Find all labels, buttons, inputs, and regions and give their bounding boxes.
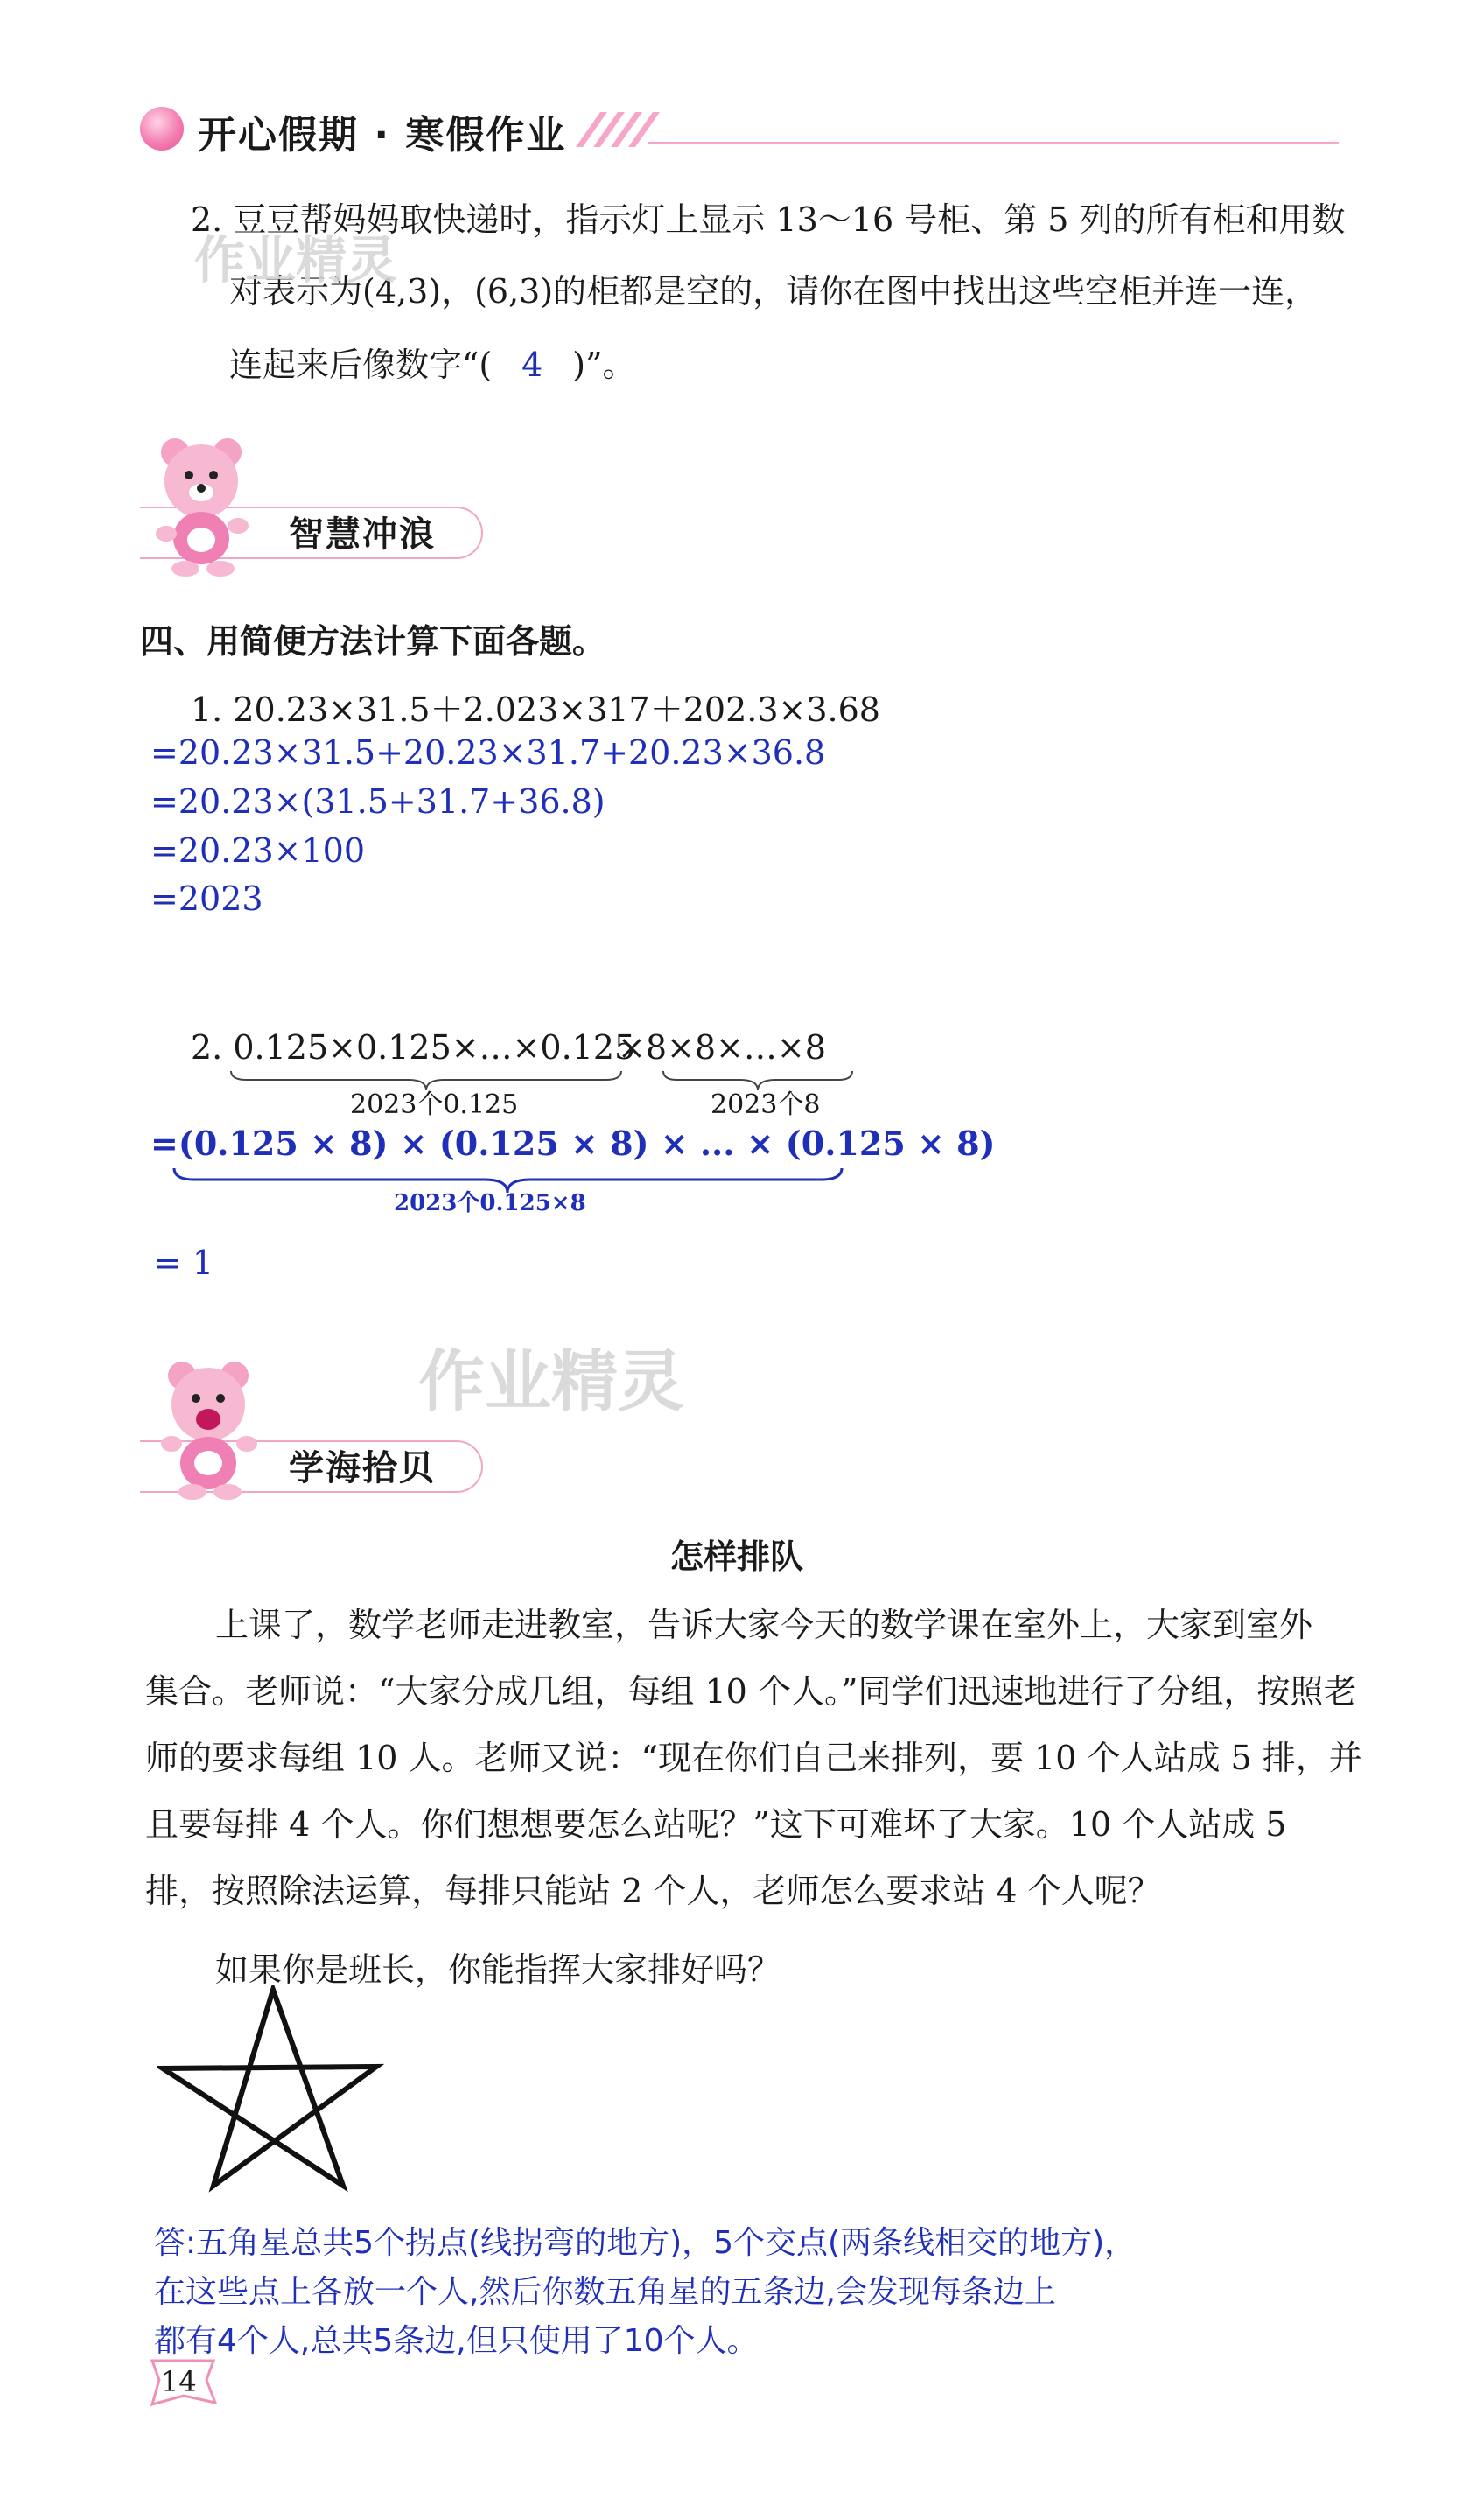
bear-mascot-icon xyxy=(147,1356,278,1505)
p1-problem: 1. 20.23×31.5＋2.023×317＋202.3×3.68 xyxy=(191,690,880,729)
p1-step: =20.23×(31.5+31.7+36.8) xyxy=(150,782,606,821)
q2-line-3 xyxy=(229,348,636,382)
bear-mascot-icon xyxy=(140,433,271,582)
story-question: 如果你是班长，你能指挥大家排好吗？ xyxy=(215,1950,781,1989)
story-line: 集合。老师说：“大家分成几组，每组 10 个人。”同学们迅速地进行了分组，按照老 xyxy=(145,1672,1357,1711)
header-pink-dot xyxy=(140,107,184,150)
section-title: 智慧冲浪 xyxy=(289,514,436,555)
answer-line: 答:五角星总共5个拐点(线拐弯的地方)，5个交点(两条线相交的地方)， xyxy=(154,2225,1137,2261)
five-point-star-drawing xyxy=(158,1984,385,2194)
story-line: 排，按照除法运算，每排只能站 2 个人，老师怎么要求站 4 个人呢？ xyxy=(145,1872,1161,1910)
p1-step: =20.23×31.5+20.23×31.7+20.23×36.8 xyxy=(150,733,826,772)
p2-problem-b: ×8×8×…×8 xyxy=(618,1028,826,1067)
brace-label-c: 2023个0.125×8 xyxy=(394,1190,586,1216)
q2-line-2: 对表示为(4,3)，(6,3)的柜都是空的，请你在图中找出这些空柜并连一连， xyxy=(229,272,1319,311)
answer-line: 在这些点上各放一个人,然后你数五角星的五条边,会发现每条边上 xyxy=(154,2274,1056,2310)
watermark: 作业精灵 xyxy=(194,230,398,290)
story-line: 且要每排 4 个人。你们想想要怎么站呢？”这下可难坏了大家。10 个人站成 5 xyxy=(145,1805,1287,1844)
brace-label-a: 2023个0.125 xyxy=(350,1089,519,1120)
q2-line-3-before: 连起来后像数字“( xyxy=(229,346,493,384)
p1-step: =20.23×100 xyxy=(150,831,365,870)
p1-step: =2023 xyxy=(150,879,263,918)
header-rule xyxy=(648,142,1339,144)
p2-problem-a: 2. 0.125×0.125×…×0.125 xyxy=(191,1028,636,1067)
section-title: 学海拾贝 xyxy=(289,1448,436,1488)
watermark: 作业精灵 xyxy=(418,1342,684,1420)
q2-line-3-after: )”。 xyxy=(572,346,636,384)
answer-line: 都有4个人,总共5条边,但只使用了10个人。 xyxy=(154,2323,759,2359)
p2-step: =(0.125 × 8) × (0.125 × 8) × ... × (0.125 × 8) xyxy=(150,1124,996,1163)
p2-result: = 1 xyxy=(154,1243,214,1282)
header-title: 开心假期 · 寒假作业 xyxy=(198,113,567,158)
story-line: 上课了，数学老师走进教室，告诉大家今天的数学课在室外上，大家到室外 xyxy=(215,1606,1313,1644)
part4-heading: 四、用简便方法计算下面各题。 xyxy=(140,622,606,661)
page-number: 14 xyxy=(161,2365,197,2398)
story-line: 师的要求每组 10 人。老师又说：“现在你们自己来排列，要 10 个人站成 5 排，并 xyxy=(145,1739,1362,1777)
brace-label-b: 2023个8 xyxy=(710,1089,821,1120)
q2-answer: 4 xyxy=(522,346,543,384)
q2-line-1: 2. 豆豆帮妈妈取快递时，指示灯上显示 13～16 号柜、第 5 列的所有柜和用数 xyxy=(191,200,1346,239)
story-title: 怎样排队 xyxy=(670,1537,804,1576)
